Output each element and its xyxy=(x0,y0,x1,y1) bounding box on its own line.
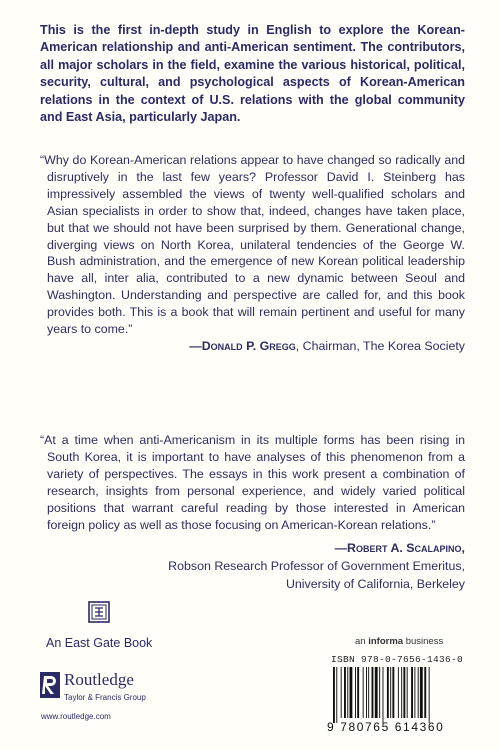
quote-scalapino-author: —Robert A. Scalapino, xyxy=(334,541,465,556)
quote-scalapino-author-line xyxy=(40,539,465,557)
quote-scalapino-role2: University of California, Berkeley xyxy=(285,577,465,592)
quote-scalapino-text: “At a time when anti-Americanism in its multiple forms has been rising in South Korea, it is important to have analyses of this phenomenon from a variety of perspectives. The essays in this work present a combination of research, insights from personal experience, and widely varied political positions that warrant careful reading by those interested in American foreign policy as well as those focusing on American-Korean relations.” xyxy=(40,433,465,532)
publisher-name: Routledge xyxy=(64,670,134,689)
quote-gregg-attribution xyxy=(40,338,465,355)
publisher-url: www.routledge.com xyxy=(41,712,111,721)
barcode-icon xyxy=(331,667,465,723)
east-gate-label: An East Gate Book xyxy=(46,636,153,650)
quote-gregg-role: , Chairman, The Korea Society xyxy=(295,338,465,353)
quote-scalapino xyxy=(40,432,465,593)
routledge-logo-icon xyxy=(40,672,60,698)
east-gate-logo-icon xyxy=(88,601,110,623)
quote-scalapino-role1: Robson Research Professor of Government Emeritus, xyxy=(168,559,465,574)
barcode-digits: 9 780765 614360 xyxy=(327,720,445,734)
quote-gregg-author: —Donald P. Gregg xyxy=(189,338,296,353)
intro-paragraph: This is the first in-depth study in English to explore the Korean-American relationship and anti-American sentiment. The contributors, all major scholars in the field, examine the various historical, political, security, cultural, and psychological aspects of Korean-American relations in the context of U.S. relations with the global community and East Asia, particularly Japan. xyxy=(40,23,465,125)
isbn-number: ISBN 978-0-7656-1436-0 xyxy=(331,654,464,665)
quote-gregg xyxy=(40,152,465,355)
publisher-sub: Taylor & Francis Group xyxy=(64,693,146,702)
informa-business: an informa business xyxy=(355,636,444,647)
quote-gregg-text: “Why do Korean-American relations appear to have changed so radically and disruptively in the last few years? Professor David I. Steinberg has impressively assembled the views of twenty well-qualified scholars and Asian specialists in order to show that, indeed, changes have taken place, but that we should not have been surprised by them. Generational change, diverging views on North Korea, unilateral tendencies of the George W. Bush administration, and the emergence of new Korean political leadership have all, inter alia, contributed to a new dynamic between Seoul and Washington. Understanding and perspective are called for, and this book provides both. This is a book that will remain pertinent and useful for many years to come.” xyxy=(40,153,465,337)
